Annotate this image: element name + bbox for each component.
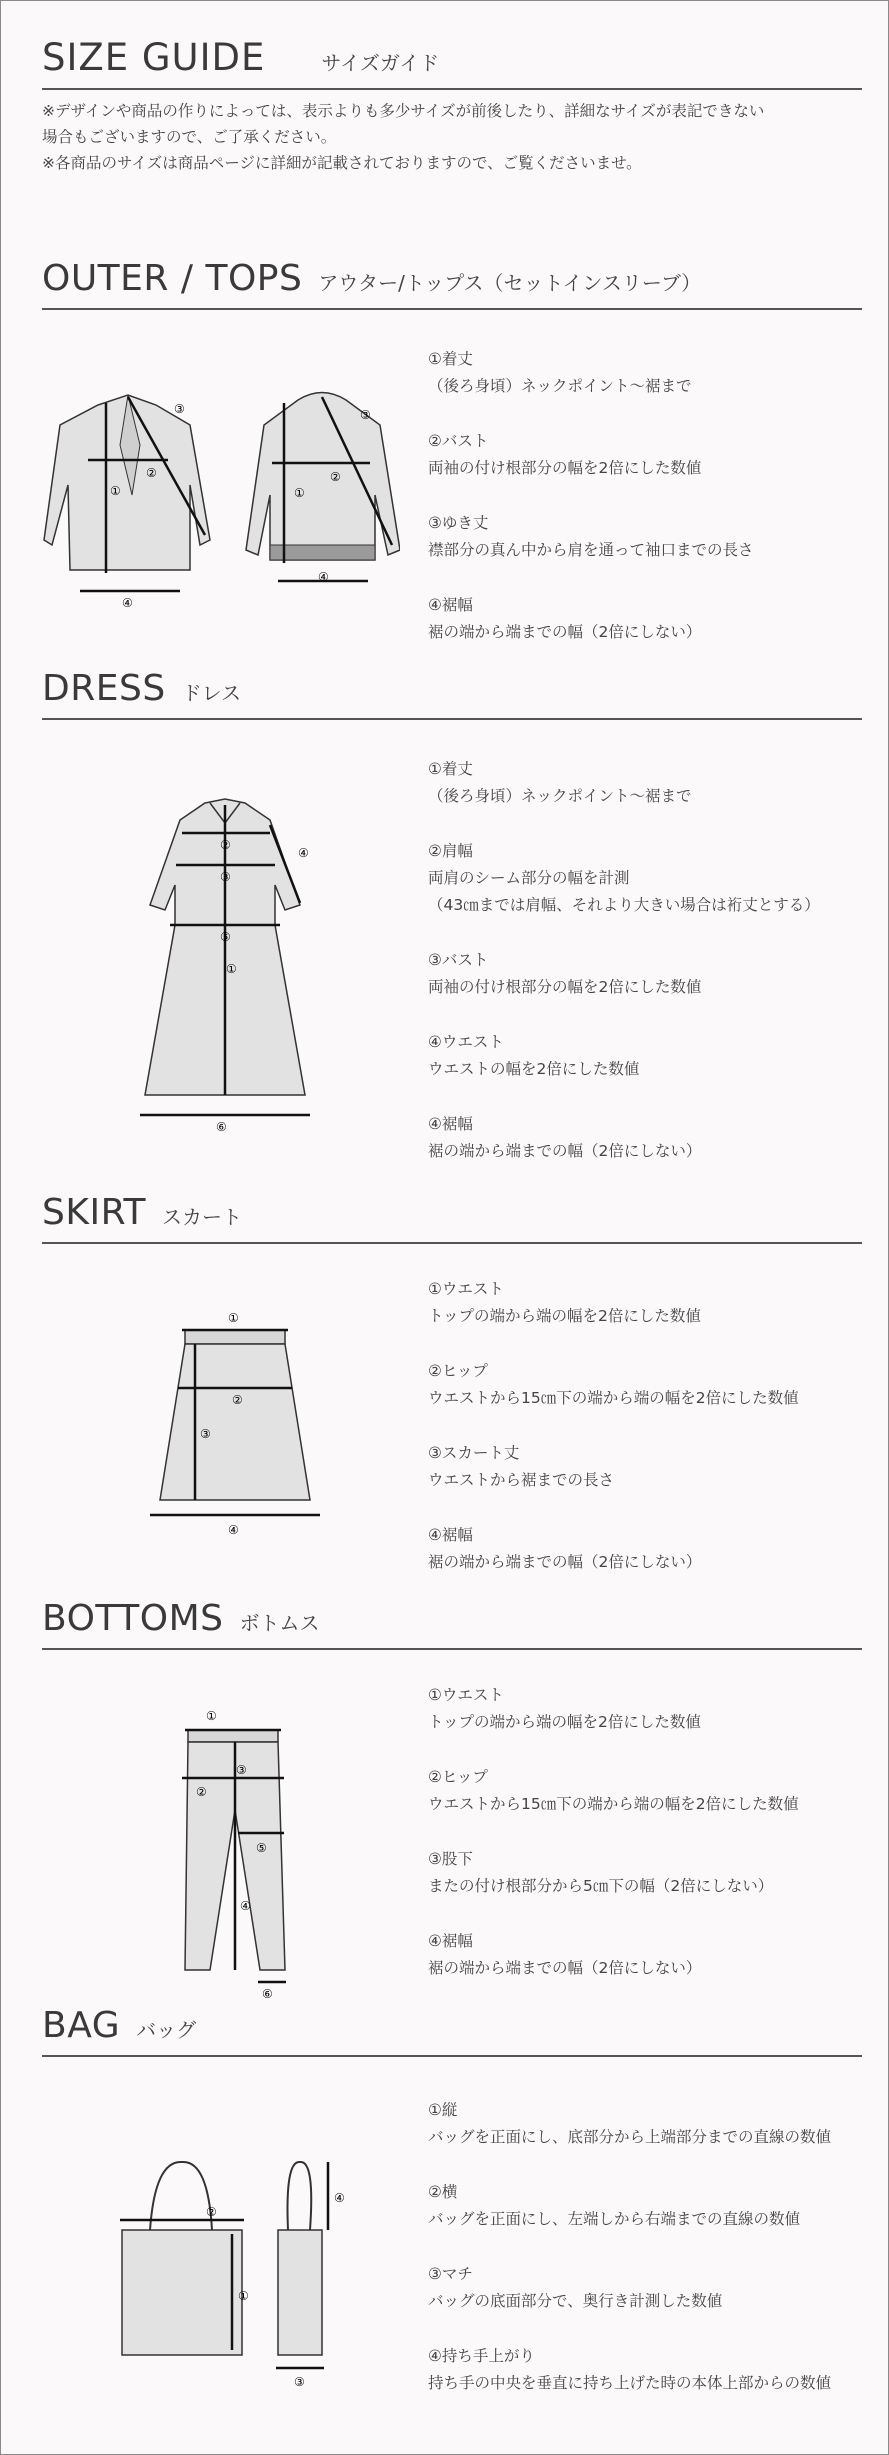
marker-4: ④ <box>122 596 133 610</box>
measurement-label: ①着丈 <box>428 760 473 778</box>
marker-1: ① <box>110 484 121 498</box>
measurement-item <box>428 428 754 482</box>
marker-3: ③ <box>294 2375 305 2389</box>
size-guide-header <box>42 36 862 176</box>
measurement-item <box>428 1764 799 1818</box>
measurement-desc: 持ち手の中央を垂直に持ち上げた時の本体上部からの数値 <box>428 2374 832 2392</box>
note-line: ※各商品のサイズは商品ページに詳細が記載されておりますので、ご覧くださいませ。 <box>42 154 642 172</box>
measurement-label: ③ゆき丈 <box>428 514 489 532</box>
measurement-item <box>428 1276 799 1330</box>
measurement-label: ③マチ <box>428 2265 473 2283</box>
marker-5: ⑤ <box>256 1841 267 1855</box>
bottoms-illustration <box>160 1700 310 2000</box>
marker-3: ③ <box>200 1427 211 1441</box>
measurement-label: ①縦 <box>428 2101 458 2119</box>
bag-illustration <box>110 2150 370 2390</box>
section-dress <box>42 668 862 1160</box>
measurement-item <box>428 2179 831 2233</box>
measurement-label: ③股下 <box>428 1850 473 1868</box>
measurement-desc: ウエストから15㎝下の端から端の幅を2倍にした数値 <box>428 1795 799 1813</box>
notes <box>42 98 862 176</box>
measurement-list <box>428 1276 799 1604</box>
skirt-illustration <box>140 1300 340 1540</box>
section-subtitle: ドレス <box>181 681 242 705</box>
measurement-list <box>428 1682 799 2010</box>
section-header <box>42 1598 862 1650</box>
measurement-item <box>428 1358 799 1412</box>
section-title: SKIRT <box>42 1192 146 1233</box>
measurement-item <box>428 2097 831 2151</box>
measurement-label: ④裾幅 <box>428 1526 473 1544</box>
measurement-desc: （後ろ身頃）ネックポイント〜裾まで <box>428 787 692 805</box>
measurement-item <box>428 2343 831 2397</box>
marker-1: ① <box>294 486 305 500</box>
marker-3: ③ <box>220 870 231 884</box>
measurement-desc: ウエストの幅を2倍にした数値 <box>428 1060 640 1078</box>
measurement-desc: 裾の端から端までの幅（2倍にしない） <box>428 623 702 641</box>
marker-6: ⑥ <box>216 1120 227 1134</box>
measurement-label: ④裾幅 <box>428 596 473 614</box>
marker-2: ② <box>330 470 341 484</box>
section-header <box>42 258 862 310</box>
measurement-desc: 裾の端から端までの幅（2倍にしない） <box>428 1142 702 1160</box>
section-subtitle: ボトムス <box>239 1611 320 1635</box>
measurement-desc: ウエストから裾までの長さ <box>428 1471 615 1489</box>
measurement-item <box>428 592 754 646</box>
measurement-list <box>428 2097 831 2425</box>
marker-3: ③ <box>236 1763 247 1777</box>
measurement-list <box>428 346 754 674</box>
outer-tops-illustration <box>40 385 400 615</box>
page-title: SIZE GUIDE <box>42 36 266 79</box>
section-title: DRESS <box>42 668 166 709</box>
title-row <box>42 36 862 90</box>
marker-6: ⑥ <box>262 1987 273 2000</box>
measurement-desc: またの付け根部分から5㎝下の幅（2倍にしない） <box>428 1877 774 1895</box>
measurement-item <box>428 838 820 919</box>
marker-2: ② <box>220 838 231 852</box>
measurement-label: ①ウエスト <box>428 1686 504 1704</box>
measurement-item <box>428 756 820 810</box>
measurement-desc: バッグを正面にし、左端しから右端までの直線の数値 <box>428 2210 801 2228</box>
marker-1: ① <box>226 962 237 976</box>
measurement-label: ②バスト <box>428 432 489 450</box>
measurement-item <box>428 2261 831 2315</box>
marker-4: ④ <box>228 1523 239 1537</box>
section-title: BAG <box>42 2005 121 2046</box>
section-header <box>42 2005 862 2057</box>
marker-3: ③ <box>360 408 371 422</box>
measurement-label: ②横 <box>428 2183 458 2201</box>
section-header <box>42 668 862 720</box>
measurement-desc: バッグを正面にし、底部分から上端部分までの直線の数値 <box>428 2128 832 2146</box>
measurement-item <box>428 1440 799 1494</box>
dress-illustration <box>130 795 330 1135</box>
section-bottoms <box>42 1598 862 1977</box>
measurement-label: ①着丈 <box>428 350 473 368</box>
measurement-label: ④持ち手上がり <box>428 2347 535 2365</box>
marker-4: ④ <box>334 2191 345 2205</box>
measurement-item <box>428 510 754 564</box>
measurement-item <box>428 1846 799 1900</box>
measurement-desc: 両肩のシーム部分の幅を計測 <box>428 869 630 887</box>
measurement-label: ④ウエスト <box>428 1033 504 1051</box>
marker-5: ⑤ <box>220 930 231 944</box>
measurement-list <box>428 756 820 1193</box>
section-skirt <box>42 1192 862 1571</box>
measurement-desc: 襟部分の真ん中から肩を通って袖口までの長さ <box>428 541 754 559</box>
marker-3: ③ <box>174 402 185 416</box>
note-line: 場合もございますので、ご了承ください。 <box>42 128 337 146</box>
marker-1: ① <box>206 1709 217 1723</box>
marker-4: ④ <box>298 846 309 860</box>
measurement-item <box>428 346 754 400</box>
marker-1: ① <box>228 1311 239 1325</box>
measurement-desc: 裾の端から端までの幅（2倍にしない） <box>428 1553 702 1571</box>
section-header <box>42 1192 862 1244</box>
measurement-desc: トップの端から端の幅を2倍にした数値 <box>428 1307 701 1325</box>
measurement-label: ②肩幅 <box>428 842 473 860</box>
page-subtitle: サイズガイド <box>321 51 440 75</box>
marker-4: ④ <box>240 1899 251 1913</box>
measurement-desc: ウエストから15㎝下の端から端の幅を2倍にした数値 <box>428 1389 799 1407</box>
marker-4: ④ <box>318 570 329 584</box>
measurement-item <box>428 1928 799 1982</box>
measurement-item <box>428 1029 820 1083</box>
measurement-desc: （43㎝までは肩幅、それより大きい場合は裄丈とする） <box>428 896 820 914</box>
marker-2: ② <box>232 1393 243 1407</box>
measurement-label: ①ウエスト <box>428 1280 504 1298</box>
section-bag <box>42 2005 862 2392</box>
measurement-label: ④裾幅 <box>428 1115 473 1133</box>
measurement-label: ④裾幅 <box>428 1932 473 1950</box>
section-title: BOTTOMS <box>42 1598 224 1639</box>
marker-2: ② <box>196 1785 207 1799</box>
measurement-desc: バッグの底面部分で、奥行き計測した数値 <box>428 2292 723 2310</box>
marker-2: ② <box>206 2205 217 2219</box>
section-title: OUTER / TOPS <box>42 258 303 299</box>
measurement-item <box>428 1111 820 1165</box>
section-subtitle: スカート <box>161 1205 242 1229</box>
section-outer-tops <box>42 258 862 641</box>
measurement-item <box>428 1682 799 1736</box>
measurement-desc: 両袖の付け根部分の幅を2倍にした数値 <box>428 978 702 996</box>
measurement-label: ②ヒップ <box>428 1768 488 1786</box>
measurement-item <box>428 1522 799 1576</box>
measurement-desc: （後ろ身頃）ネックポイント〜裾まで <box>428 377 692 395</box>
marker-1: ① <box>238 2289 249 2303</box>
measurement-label: ②ヒップ <box>428 1362 488 1380</box>
marker-2: ② <box>146 466 157 480</box>
measurement-desc: 両袖の付け根部分の幅を2倍にした数値 <box>428 459 702 477</box>
measurement-label: ③バスト <box>428 951 489 969</box>
section-subtitle: バッグ <box>136 2018 197 2042</box>
measurement-desc: 裾の端から端までの幅（2倍にしない） <box>428 1959 702 1977</box>
measurement-item <box>428 947 820 1001</box>
measurement-desc: トップの端から端の幅を2倍にした数値 <box>428 1713 701 1731</box>
note-line: ※デザインや商品の作りによっては、表示よりも多少サイズが前後したり、詳細なサイズが表記できない <box>42 102 765 120</box>
section-subtitle: アウター/トップス（セットインスリーブ） <box>318 271 702 295</box>
measurement-label: ③スカート丈 <box>428 1444 520 1462</box>
